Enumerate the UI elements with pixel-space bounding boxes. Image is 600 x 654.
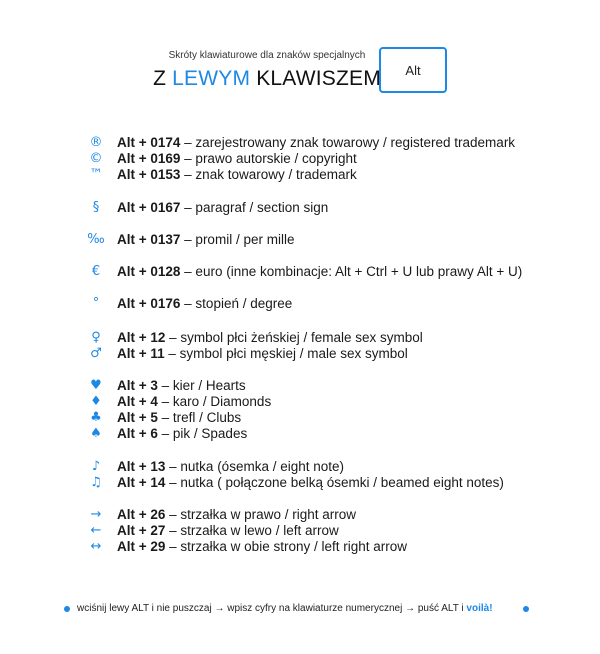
shortcut-combo: Alt + 0153 xyxy=(117,167,181,182)
degree-icon: ° xyxy=(92,296,100,311)
shortcut-combo: Alt + 0167 xyxy=(117,200,181,215)
shortcut-desc: – symbol płci żeńskiej / female sex symbol xyxy=(165,330,423,345)
shortcut-combo: Alt + 4 xyxy=(117,394,158,409)
header-subtitle: Skróty klawiaturowe dla znaków specjalnych xyxy=(168,50,366,61)
shortcut-desc: – pik / Spades xyxy=(157,426,248,441)
shortcut-row xyxy=(0,345,600,363)
shortcut-desc: – stopień / degree xyxy=(180,296,293,311)
trademark-icon: ™ xyxy=(89,167,103,182)
shortcut-text xyxy=(117,474,504,492)
euro-icon: € xyxy=(91,264,101,279)
shortcut-combo: Alt + 0137 xyxy=(117,232,181,247)
left-right-arrow-icon: ↔ xyxy=(90,539,102,554)
shortcut-combo: Alt + 0174 xyxy=(117,135,181,150)
shortcut-text xyxy=(117,166,357,184)
club-suit-icon: ♣ xyxy=(90,410,102,425)
heart-suit-icon: ♥ xyxy=(90,378,102,393)
shortcut-combo: Alt + 0176 xyxy=(117,296,181,311)
shortcut-combo: Alt + 5 xyxy=(117,410,158,425)
footer-accent: voilà! xyxy=(466,603,493,614)
shortcut-combo: Alt + 26 xyxy=(117,507,166,522)
shortcut-row xyxy=(0,538,600,556)
shortcut-desc: – euro (inne kombinacje: Alt + Ctrl + U lub prawy Alt + U) xyxy=(180,264,523,279)
spade-suit-icon: ♠ xyxy=(90,426,102,441)
shortcut-text xyxy=(117,263,522,281)
bullet-dot-icon xyxy=(523,606,529,612)
shortcut-desc: – nutka ( połączone belką ósemki / beamed eight notes) xyxy=(165,475,504,490)
per-mille-icon: ‰ xyxy=(87,232,105,247)
shortcut-desc: – zarejestrowany znak towarowy / registered trademark xyxy=(180,135,516,150)
shortcut-combo: Alt + 29 xyxy=(117,539,166,554)
shortcut-text xyxy=(117,295,292,313)
male-symbol-icon: ♂ xyxy=(90,346,102,361)
shortcut-desc: – nutka (ósemka / eight note) xyxy=(165,459,345,474)
shortcut-desc: – prawo autorskie / copyright xyxy=(180,151,357,166)
shortcut-row xyxy=(0,166,600,184)
shortcut-desc: – strzałka w obie strony / left right arrow xyxy=(165,539,407,554)
shortcut-combo: Alt + 12 xyxy=(117,330,166,345)
shortcut-text xyxy=(117,538,407,556)
shortcut-row xyxy=(0,263,600,281)
copyright-icon: © xyxy=(89,151,103,166)
shortcut-combo: Alt + 14 xyxy=(117,475,166,490)
shortcut-desc: – trefl / Clubs xyxy=(157,410,242,425)
shortcut-desc: – strzałka w prawo / right arrow xyxy=(165,507,356,522)
shortcut-combo: Alt + 0169 xyxy=(117,151,181,166)
shortcut-text xyxy=(117,231,294,249)
title-accent: LEWYM xyxy=(172,67,251,90)
shortcut-combo: Alt + 11 xyxy=(117,346,165,361)
left-arrow-icon: ← xyxy=(90,523,102,538)
footer-text xyxy=(77,601,493,617)
shortcut-row xyxy=(0,295,600,313)
footer-instruction: wciśnij lewy ALT i nie puszczaj → wpisz cyfry na klawiaturze numerycznej → puść ALT i xyxy=(77,603,467,614)
shortcut-desc: – karo / Diamonds xyxy=(157,394,272,409)
shortcut-combo: Alt + 13 xyxy=(117,459,166,474)
registered-icon: ® xyxy=(89,135,103,150)
shortcut-text xyxy=(117,199,328,217)
shortcut-desc: – paragraf / section sign xyxy=(180,200,329,215)
title-suffix: KLAWISZEM xyxy=(250,67,381,90)
shortcut-desc: – strzałka w lewo / left arrow xyxy=(165,523,339,538)
footer-instructions xyxy=(58,600,538,620)
shortcut-combo: Alt + 6 xyxy=(117,426,158,441)
female-symbol-icon: ♀ xyxy=(91,330,101,345)
shortcut-text xyxy=(117,345,408,363)
shortcut-desc: – znak towarowy / trademark xyxy=(180,167,357,182)
title-prefix: Z xyxy=(153,67,173,90)
right-arrow-icon: → xyxy=(90,507,102,522)
shortcut-row xyxy=(0,199,600,217)
section-sign-icon: § xyxy=(92,200,100,215)
shortcut-row xyxy=(0,231,600,249)
eighth-note-icon: ♪ xyxy=(91,459,101,474)
shortcut-combo: Alt + 0128 xyxy=(117,264,181,279)
shortcut-row xyxy=(0,474,600,492)
shortcut-desc: – kier / Hearts xyxy=(157,378,246,393)
beamed-notes-icon: ♫ xyxy=(90,475,102,490)
shortcut-row xyxy=(0,425,600,443)
shortcut-desc: – symbol płci męskiej / male sex symbol xyxy=(164,346,408,361)
shortcut-desc: – promil / per mille xyxy=(180,232,295,247)
diamond-suit-icon: ♦ xyxy=(90,394,102,409)
alt-key-graphic: Alt xyxy=(379,47,447,93)
bullet-dot-icon xyxy=(64,606,70,612)
shortcut-text xyxy=(117,425,247,443)
shortcut-combo: Alt + 3 xyxy=(117,378,158,393)
shortcut-combo: Alt + 27 xyxy=(117,523,166,538)
